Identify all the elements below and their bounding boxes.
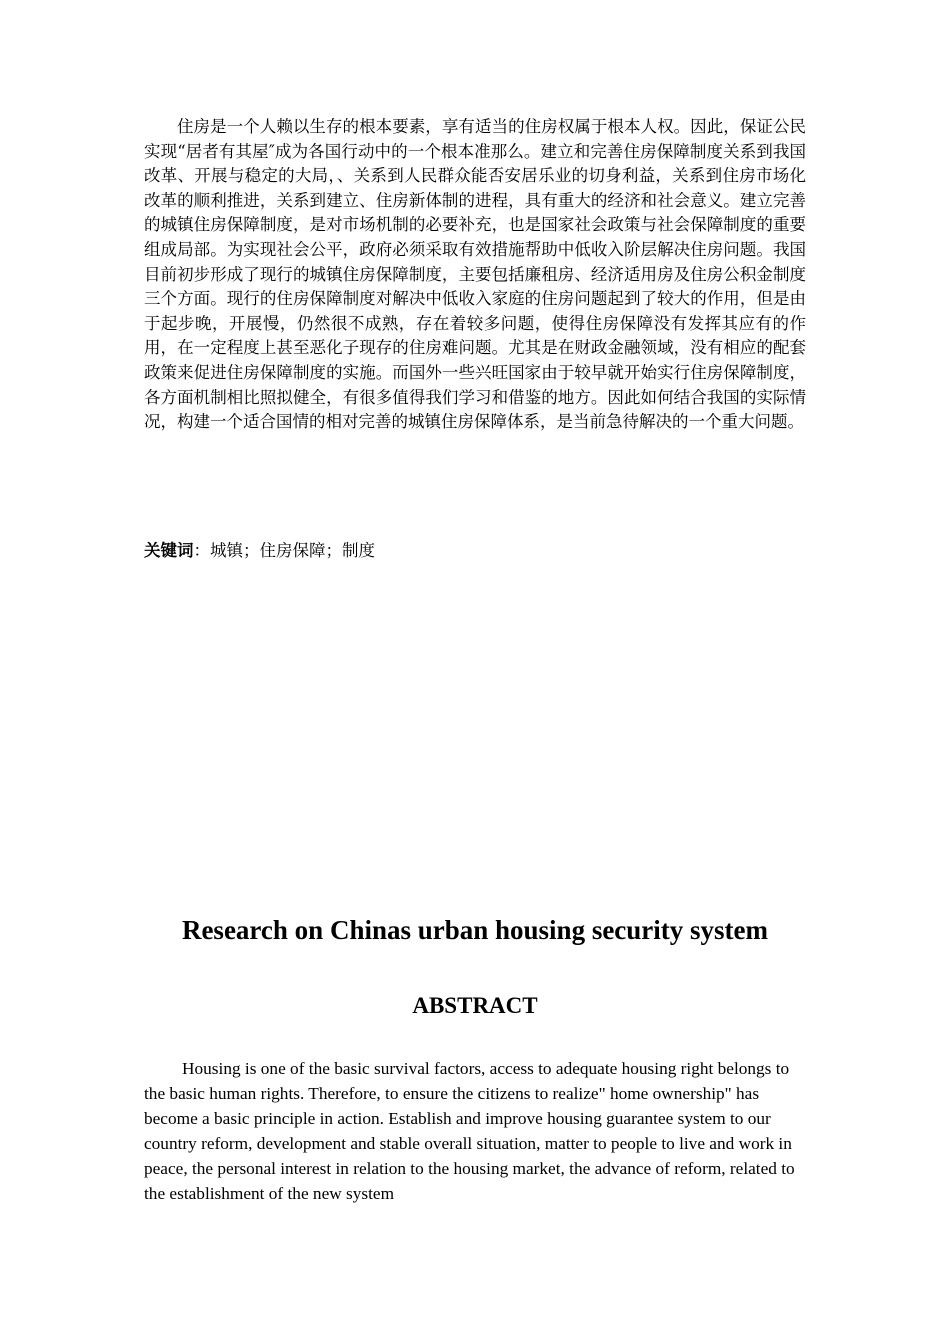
keywords-colon: ：: [193, 541, 210, 560]
keywords-line: [144, 539, 806, 563]
keywords-value: 城镇；住房保障；制度: [210, 541, 375, 560]
abstract-heading: ABSTRACT: [412, 993, 538, 1018]
english-title: Research on Chinas urban housing security system: [181, 915, 769, 945]
keywords-label: 关键词: [144, 541, 194, 560]
english-abstract-paragraph: Housing is one of the basic survival factors, access to adequate housing right belongs to the basic human rights. Therefore, to ensure the citizens to realize" home ownership" has become a basic principle in action. Establish and improve housing guarantee system to our country reform, development and stable overall situation, matter to people to live and work in peace, the personal interest in relation to the housing market, the advance of reform, related to the establishment of the new system: [144, 1059, 795, 1203]
chinese-abstract-paragraph: 住房是一个人赖以生存的根本要素，享有适当的住房权属于根本人权。因此，保证公民实现“居者有其屋″成为各国行动中的一个根本准那么。建立和完善住房保障制度关系到我国改革、开展与稳定的大局，、关系到人民群众能否安居乐业的切身利益，关系到住房市场化改革的顺利推进，关系到建立、住房新体制的进程，具有重大的经济和社会意义。建立完善的城镇住房保障制度，是对市场机制的必要补充，也是国家社会政策与社会保障制度的重要组成局部。为实现社会公平，政府必须采取有效措施帮助中低收入阶层解决住房问题。我国目前初步形成了现行的城镇住房保障制度，主要包括廉租房、经济适用房及住房公积金制度三个方面。现行的住房保障制度对解决中低收入家庭的住房问题起到了较大的作用，但是由于起步晚，开展慢，仍然很不成熟，存在着较多问题，使得住房保障没有发挥其应有的作用，在一定程度上甚至恶化子现存的住房难问题。尤其是在财政金融领域，没有相应的配套政策来促进住房保障制度的实施。而国外一些兴旺国家由于较早就开始实行住房保障制度，各方面机制相比照拟健全，有很多值得我们学习和借鉴的地方。因此如何结合我国的实际情况，构建一个适合国情的相对完善的城镇住房保障体系，是当前急待解决的一个重大问题。: [144, 117, 806, 432]
